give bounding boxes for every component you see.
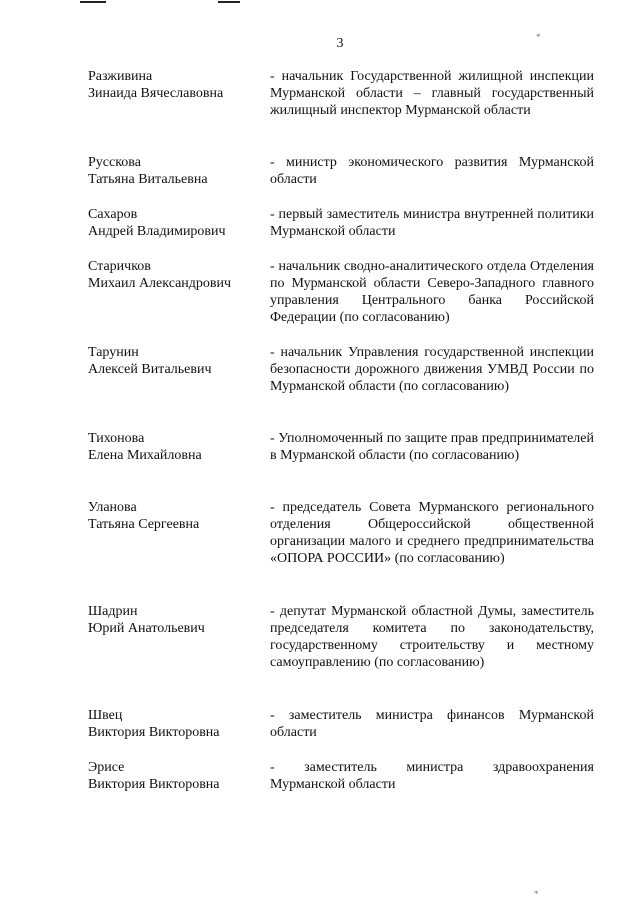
page-number: 3 — [336, 36, 344, 51]
member-name — [88, 430, 260, 464]
member-position: - первый заместитель министра внутренней политики Мурманской области — [270, 207, 594, 239]
member-position: - Уполномоченный по защите прав предпринимателей в Мурманской области (по согласованию) — [270, 431, 594, 463]
member-given-name: Михаил Александрович — [88, 276, 232, 291]
member-position: - начальник Управления государственной инспекции безопасности дорожного движения УМВД России по Мурманской области (по согласованию) — [270, 345, 594, 394]
member-position: - заместитель министра финансов Мурманской области — [270, 708, 594, 740]
member-given-name: Зинаида Вячеславовна — [88, 86, 224, 101]
member-surname: Старичков — [88, 259, 151, 274]
scan-speck: * — [536, 32, 541, 42]
member-surname: Тихонова — [88, 431, 145, 446]
member-name — [88, 603, 260, 637]
member-name — [88, 154, 260, 188]
member-name — [88, 759, 260, 793]
member-given-name: Елена Михайловна — [88, 448, 202, 463]
member-surname: Уланова — [88, 500, 137, 515]
member-position: - начальник сводно-аналитического отдела Отделения по Мурманской области Северо-Западного главного управления Центрального банка Российской Федерации (по согласованию) — [270, 259, 594, 325]
member-given-name: Виктория Викторовна — [88, 725, 220, 740]
member-name — [88, 707, 260, 741]
member-surname: Русскова — [88, 155, 141, 170]
scan-edge-mark — [218, 1, 240, 3]
member-given-name: Татьяна Витальевна — [88, 172, 208, 187]
member-position: - депутат Мурманской областной Думы, заместитель председателя комитета по законодательству, государственному строительству и местному самоуправлению (по согласованию) — [270, 604, 594, 670]
scan-edge-mark — [80, 1, 106, 3]
member-given-name: Алексей Витальевич — [88, 362, 212, 377]
member-surname: Тарунин — [88, 345, 139, 360]
member-surname: Швец — [88, 708, 123, 723]
member-name — [88, 68, 260, 102]
member-name — [88, 206, 260, 240]
member-name — [88, 258, 260, 292]
member-position: - начальник Государственной жилищной инспекции Мурманской области – главный государственный жилищный инспектор Мурманской области — [270, 69, 594, 118]
member-position: - заместитель министра здравоохранения Мурманской области — [270, 760, 594, 792]
member-given-name: Андрей Владимирович — [88, 224, 226, 239]
member-given-name: Татьяна Сергеевна — [88, 517, 200, 532]
member-position: - министр экономического развития Мурманской области — [270, 155, 594, 187]
member-name — [88, 499, 260, 533]
member-surname: Разживина — [88, 69, 153, 84]
member-position: - председатель Совета Мурманского регионального отделения Общероссийской общественной организации малого и среднего предпринимательства «ОПОРА РОССИИ» (по согласованию) — [270, 500, 594, 566]
member-name — [88, 344, 260, 378]
member-given-name: Виктория Викторовна — [88, 777, 220, 792]
scan-speck: * — [534, 889, 539, 899]
member-given-name: Юрий Анатольевич — [88, 621, 205, 636]
member-surname: Эрисе — [88, 760, 125, 775]
member-surname: Сахаров — [88, 207, 138, 222]
member-surname: Шадрин — [88, 604, 138, 619]
